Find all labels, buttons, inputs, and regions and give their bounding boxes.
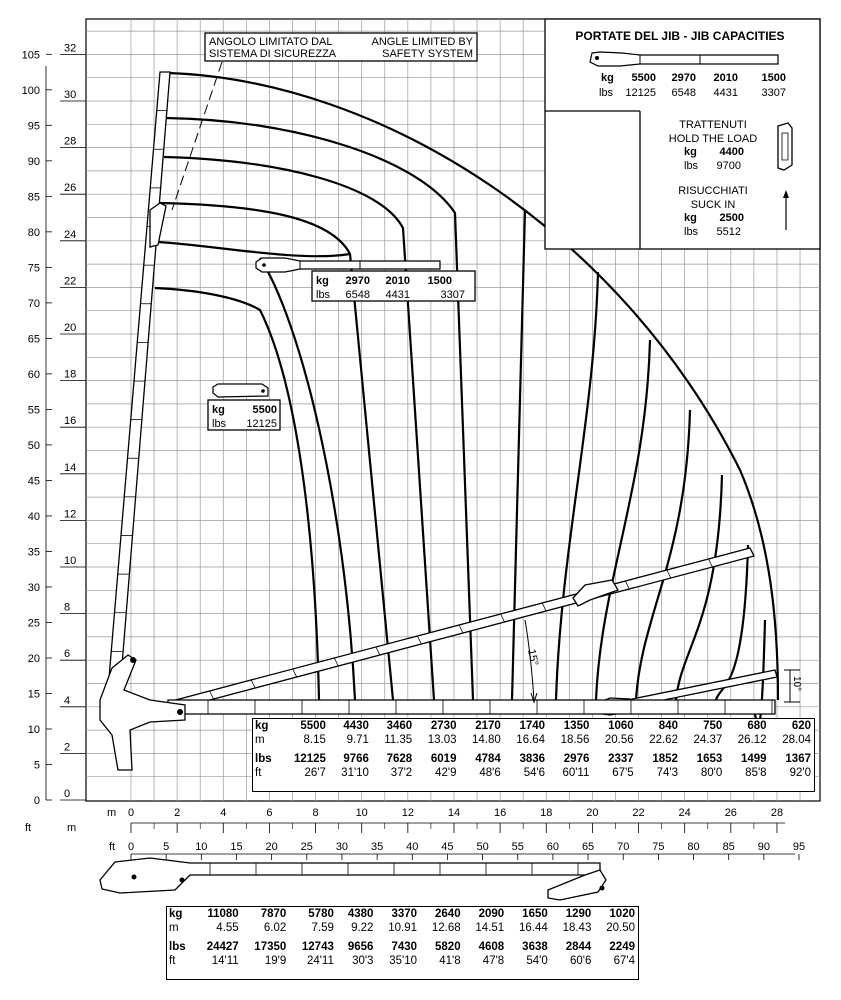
bottom-m-label: 0 — [127, 807, 135, 819]
bottom-m-label: 14 — [447, 807, 461, 819]
left-ft-label: 40 — [27, 510, 40, 523]
cell-lbs-7: 3638 — [522, 941, 548, 953]
jib-kg-0: 5500 — [631, 72, 656, 84]
crane-lbs-row — [167, 935, 638, 954]
jib-capacities-panel — [545, 19, 820, 249]
cell-ft-10: 85'8 — [745, 767, 767, 779]
left-m-label: 30 — [64, 89, 77, 101]
cell-kg-1: 4430 — [343, 720, 369, 732]
boom-lbs-row — [253, 747, 814, 766]
small-lbs-label: lbs — [212, 418, 227, 430]
cell-kg-6: 1350 — [563, 720, 590, 732]
cell-lbs-1: 17350 — [254, 941, 287, 953]
left-ft-label: 5 — [33, 759, 40, 772]
left-ft-label: 85 — [27, 191, 40, 204]
mid-kg-1: 2010 — [385, 275, 410, 287]
jib-lbs-3: 3307 — [761, 87, 786, 99]
cell-ft-8: 60'6 — [569, 955, 592, 967]
cell-kg-9: 1020 — [609, 908, 635, 920]
cell-m-6: 14.51 — [475, 922, 505, 934]
left-ft-label: 10 — [27, 723, 40, 736]
cell-lbs-1: 9766 — [343, 753, 369, 765]
mid-lbs-1: 4431 — [385, 289, 410, 301]
notice-it-1: ANGOLO LIMITATO DAL — [209, 36, 333, 48]
curve-4430 — [260, 258, 355, 700]
left-ft-label: 50 — [27, 439, 40, 452]
cell-kg-8: 1290 — [565, 908, 592, 920]
left-m-label: 26 — [64, 182, 77, 195]
bottom-ft-label: 70 — [617, 841, 630, 853]
mid-lbs-label: lbs — [316, 289, 331, 301]
left-ft-label: 80 — [27, 226, 40, 239]
bottom-m-label: 20 — [586, 807, 599, 819]
left-m-label: 20 — [64, 322, 77, 334]
bottom-m-label: 22 — [632, 807, 645, 819]
jib-folded-icon — [778, 123, 792, 170]
bottom-ft-label: 95 — [792, 841, 806, 853]
bottom-ft-label: 25 — [300, 841, 313, 853]
left-m-label: 6 — [64, 648, 71, 661]
cell-m-11: 28.04 — [782, 734, 811, 746]
jib-kg-3: 1500 — [761, 72, 786, 84]
cell-m-4: 10.91 — [388, 922, 418, 934]
jib-lbs-0: 12125 — [625, 87, 656, 99]
hold-lbs: 9700 — [716, 160, 741, 172]
sector-curve-4 — [676, 475, 722, 700]
cell-ft-9: 67'4 — [613, 955, 635, 967]
left-ft-label: 35 — [27, 546, 40, 559]
cell-kg-3: 2730 — [430, 720, 457, 732]
left-ft-label: 65 — [27, 333, 40, 346]
left-ft-label: 45 — [27, 475, 40, 488]
suck-lbs-label: lbs — [684, 226, 699, 238]
bottom-ft-label: 20 — [265, 841, 278, 853]
cell-ft-3: 42'9 — [435, 767, 457, 779]
bottom-m-label: 10 — [355, 807, 368, 819]
bottom-ft-label: 60 — [546, 841, 560, 853]
cell-m-1: 6.02 — [263, 922, 287, 934]
cell-kg-0: 5500 — [300, 720, 326, 732]
small-lbs: 12125 — [246, 418, 277, 430]
ft-label: ft — [169, 955, 176, 967]
cell-kg-7: 1650 — [522, 908, 548, 920]
cell-ft-1: 19'9 — [264, 955, 287, 967]
bottom-m-label: 4 — [220, 807, 227, 819]
cell-ft-7: 67'5 — [612, 767, 634, 779]
mid-kg-label: kg — [316, 275, 329, 287]
cell-kg-1: 7870 — [260, 908, 287, 920]
suck-it: RISUCCHIATI — [678, 185, 748, 197]
bottom-ft-axis-label: ft — [109, 841, 116, 853]
cell-lbs-2: 7628 — [386, 753, 413, 765]
cell-m-9: 24.37 — [693, 734, 723, 746]
left-m-label: 24 — [64, 228, 77, 241]
left-ft-label: 30 — [27, 581, 40, 594]
cell-lbs-3: 6019 — [430, 753, 457, 765]
jib-kg-2: 2010 — [713, 72, 738, 84]
cell-ft-9: 80'0 — [700, 767, 723, 779]
left-ft-label: 20 — [27, 652, 40, 665]
notice-it-2: SISTEMA DI SICUREZZA — [209, 48, 337, 60]
cell-m-1: 9.71 — [346, 734, 369, 746]
cell-m-0: 4.55 — [216, 922, 239, 934]
hold-it: TRATTENUTI — [679, 119, 747, 131]
bottom-ft-label: 65 — [581, 841, 595, 853]
m-label: m — [169, 922, 179, 934]
cell-ft-2: 24'11 — [306, 955, 334, 967]
cell-lbs-4: 7430 — [391, 941, 418, 953]
cell-m-5: 16.64 — [516, 734, 546, 746]
left-ft-label: 15 — [27, 688, 40, 701]
bottom-ft-label: 15 — [230, 841, 243, 853]
curve-5500 — [155, 288, 319, 700]
cell-ft-7: 54'0 — [526, 955, 548, 967]
cell-kg-2: 3460 — [386, 720, 413, 732]
hold-kg: 4400 — [719, 146, 744, 158]
left-m-label: 16 — [64, 415, 77, 428]
cell-m-8: 22.62 — [649, 734, 678, 746]
boom-horizontal — [168, 700, 775, 714]
pivot-pin — [132, 875, 137, 880]
bottom-ft-label: 90 — [757, 841, 770, 853]
bottom-ft-label: 50 — [476, 841, 489, 853]
cell-m-3: 9.22 — [351, 922, 374, 934]
folded-jib-vertical — [150, 203, 166, 247]
bottom-m-label: 8 — [312, 807, 319, 819]
cell-kg-7: 1060 — [608, 720, 634, 732]
notice-en-2: SAFETY SYSTEM — [382, 48, 473, 60]
lbs-label: lbs — [169, 941, 186, 953]
kg-label: kg — [255, 720, 269, 732]
bottom-ft-label: 30 — [335, 841, 349, 853]
crane-column — [100, 655, 185, 770]
notice-en-1: ANGLE LIMITED BY — [371, 36, 473, 48]
cell-lbs-5: 5820 — [435, 941, 461, 953]
left-ft-label: 70 — [27, 297, 40, 310]
crane-m-row — [167, 921, 638, 935]
cell-lbs-9: 2249 — [609, 941, 635, 953]
cell-ft-6: 47'8 — [482, 955, 505, 967]
jib-lbs-2: 4431 — [713, 87, 738, 99]
crane-kg-row — [167, 907, 638, 921]
jib-curve-4 — [158, 242, 350, 256]
cell-m-0: 8.15 — [303, 734, 326, 746]
pivot-pin — [180, 878, 185, 883]
ft-label: ft — [255, 767, 262, 779]
left-m-label: 14 — [64, 461, 77, 474]
suck-kg: 2500 — [719, 212, 744, 224]
cell-kg-11: 620 — [791, 720, 811, 732]
cell-m-3: 13.03 — [427, 734, 457, 746]
left-ft-label: 0 — [33, 795, 40, 807]
bottom-ft-label: 10 — [195, 841, 208, 853]
left-ft-label: 100 — [21, 84, 40, 97]
left-m-label: 18 — [64, 368, 77, 381]
left-ft-label: 55 — [27, 404, 40, 417]
boom-kg-row — [253, 719, 814, 733]
mid-lbs-0: 6548 — [345, 289, 370, 301]
bottom-m-label: 26 — [724, 807, 737, 819]
stowed-crane — [100, 858, 600, 893]
left-m-label: 4 — [64, 694, 71, 707]
cell-kg-10: 680 — [747, 720, 767, 732]
cell-lbs-2: 12743 — [301, 941, 334, 953]
cell-lbs-0: 12125 — [293, 753, 326, 765]
left-m-axis-label: m — [67, 822, 77, 834]
lbs-label: lbs — [255, 753, 272, 765]
left-ft-label: 60 — [27, 368, 40, 381]
sector-curve-2 — [596, 340, 650, 700]
cell-lbs-9: 1653 — [696, 753, 723, 765]
suck-lbs: 5512 — [716, 226, 741, 238]
cell-ft-1: 31'10 — [341, 767, 369, 779]
cell-ft-4: 48'6 — [479, 767, 501, 779]
mid-kg-0: 2970 — [345, 275, 370, 287]
bottom-m-label: 16 — [493, 807, 507, 819]
left-ft-label: 105 — [21, 49, 40, 62]
hold-kg-label: kg — [684, 146, 697, 158]
cell-ft-0: 14'11 — [211, 955, 239, 967]
bottom-m-label: 28 — [770, 807, 784, 819]
bottom-m-axis-label: m — [107, 807, 117, 819]
jib-title: PORTATE DEL JIB - JIB CAPACITIES — [575, 29, 785, 43]
left-ft-axis-label: ft — [25, 822, 32, 834]
cell-m-5: 12.68 — [431, 922, 461, 934]
left-m-label: 32 — [64, 42, 77, 55]
left-ft-label: 25 — [27, 617, 40, 630]
mid-kg-2: 1500 — [427, 275, 452, 287]
mid-lbs-2: 3307 — [440, 289, 465, 301]
bottom-m-label: 2 — [174, 807, 181, 819]
angle-15-label: 15° — [525, 648, 541, 667]
bottom-ft-label: 75 — [652, 841, 665, 853]
cell-lbs-6: 4608 — [478, 941, 505, 953]
cell-kg-0: 11080 — [207, 908, 239, 920]
cell-ft-5: 41'8 — [439, 955, 461, 967]
sector-curve-1 — [556, 272, 598, 700]
cell-kg-5: 1740 — [519, 720, 546, 732]
angle-markers — [525, 620, 802, 702]
cell-m-7: 16.44 — [518, 922, 548, 934]
bottom-ft-label: 45 — [441, 841, 454, 853]
cell-ft-6: 60'11 — [562, 767, 590, 779]
cell-ft-8: 74'3 — [656, 767, 678, 779]
cell-ft-0: 26'7 — [304, 767, 326, 779]
cell-lbs-5: 3836 — [519, 753, 546, 765]
left-m-label: 10 — [64, 555, 77, 567]
cell-ft-2: 37'2 — [390, 767, 413, 779]
cell-lbs-4: 4784 — [475, 753, 501, 765]
suck-en: SUCK IN — [690, 199, 736, 211]
hold-en: HOLD THE LOAD — [668, 133, 758, 145]
small-kg-label: kg — [212, 404, 225, 416]
cell-ft-3: 30'3 — [352, 955, 374, 967]
boom-m-row — [253, 733, 814, 747]
cell-lbs-11: 1367 — [785, 753, 811, 765]
cell-kg-3: 4380 — [347, 908, 374, 920]
cell-kg-4: 2170 — [475, 720, 501, 732]
left-ft-label: 90 — [27, 155, 40, 168]
cell-kg-6: 2090 — [478, 908, 505, 920]
boom-capacity-table — [252, 718, 815, 792]
cell-m-8: 18.43 — [562, 922, 592, 934]
cell-m-10: 26.12 — [737, 734, 767, 746]
pivot-pin — [130, 657, 136, 663]
left-m-label: 12 — [64, 508, 77, 521]
cell-lbs-10: 1499 — [740, 753, 767, 765]
bottom-ft-label: 35 — [370, 841, 384, 853]
jib-lbs-label: lbs — [599, 87, 614, 99]
bottom-ft-label: 0 — [127, 841, 135, 853]
jib-kg-1: 2970 — [671, 72, 696, 84]
bottom-m-label: 6 — [266, 807, 273, 819]
jib-kg-label: kg — [601, 72, 614, 84]
bottom-ft-label: 55 — [511, 841, 524, 853]
small-kg: 5500 — [252, 404, 277, 416]
sector-curve-3 — [636, 410, 690, 700]
pivot-pin — [177, 709, 183, 715]
jib-joint-15 — [573, 580, 618, 606]
suck-kg-label: kg — [684, 212, 697, 224]
angle-10-label: 10° — [791, 676, 802, 692]
cell-lbs-8: 2844 — [565, 941, 592, 953]
cell-ft-4: 35'10 — [389, 955, 418, 967]
left-ft-label: 75 — [27, 262, 40, 275]
jib-curve-2 — [164, 157, 434, 700]
cell-lbs-0: 24427 — [206, 941, 239, 953]
m-label: m — [255, 734, 265, 746]
cell-m-4: 14.80 — [472, 734, 501, 746]
boom-ft-row — [253, 766, 814, 780]
cell-lbs-7: 2337 — [608, 753, 634, 765]
cell-ft-5: 54'6 — [523, 767, 546, 779]
left-ft-label: 95 — [27, 120, 40, 133]
left-m-label: 28 — [64, 135, 77, 148]
kg-label: kg — [169, 908, 183, 920]
left-m-label: 0 — [64, 788, 71, 800]
left-m-label: 22 — [64, 275, 77, 288]
cell-m-2: 7.59 — [311, 922, 334, 934]
left-m-label: 2 — [64, 741, 71, 754]
jib-lbs-1: 6548 — [671, 87, 696, 99]
cell-ft-11: 92'0 — [789, 767, 811, 779]
cell-m-7: 20.56 — [604, 734, 634, 746]
bottom-m-label: 12 — [401, 807, 414, 819]
bottom-m-label: 18 — [540, 807, 553, 819]
cell-kg-4: 3370 — [391, 908, 418, 920]
cell-kg-9: 750 — [703, 720, 723, 732]
cell-m-9: 20.50 — [606, 922, 635, 934]
cell-m-6: 18.56 — [560, 734, 590, 746]
crane-ft-row — [167, 954, 638, 968]
cell-lbs-8: 1852 — [652, 753, 678, 765]
cell-lbs-6: 2976 — [563, 753, 590, 765]
bottom-m-label: 24 — [678, 807, 691, 819]
bottom-ft-label: 5 — [163, 841, 170, 853]
crane-capacity-table — [166, 906, 639, 980]
cell-kg-2: 5780 — [308, 908, 334, 920]
cell-kg-5: 2640 — [435, 908, 461, 920]
bottom-ft-label: 85 — [722, 841, 735, 853]
cell-lbs-3: 9656 — [347, 941, 374, 953]
cell-kg-8: 840 — [658, 720, 678, 732]
hold-lbs-label: lbs — [684, 160, 699, 172]
bottom-ft-label: 40 — [406, 841, 419, 853]
bottom-ft-label: 80 — [687, 841, 700, 853]
pivot-pin — [600, 886, 605, 891]
cell-m-2: 11.35 — [384, 734, 413, 746]
left-m-label: 8 — [64, 601, 71, 614]
